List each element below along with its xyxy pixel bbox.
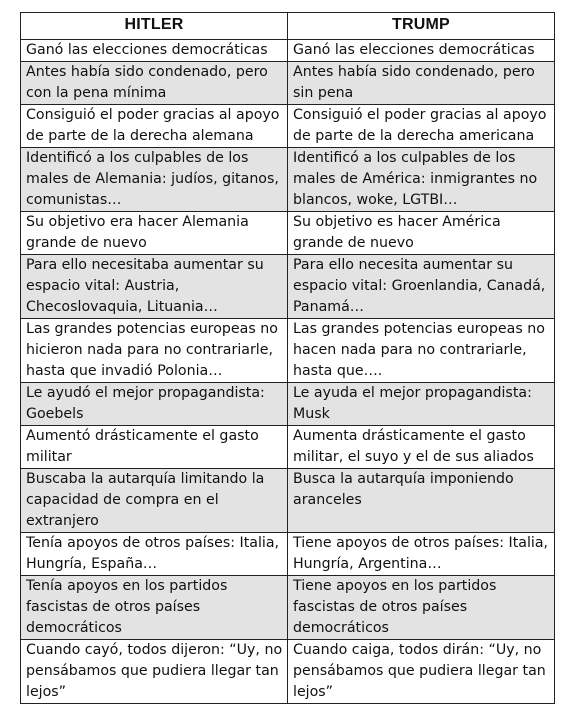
cell-hitler: Las grandes potencias europeas no hicieron nada para no contrariarle, hasta que invadió Polonia… — [21, 319, 288, 383]
table-row — [21, 40, 555, 62]
comparison-table-container — [20, 12, 554, 704]
cell-trump: Las grandes potencias europeas no hacen nada para no contrariarle, hasta que…. — [288, 319, 555, 383]
header-hitler: HITLER — [21, 13, 288, 40]
cell-hitler: Le ayudó el mejor propagandista: Goebels — [21, 383, 288, 426]
table-row — [21, 640, 555, 704]
cell-trump: Antes había sido condenado, pero sin pena — [288, 62, 555, 105]
table-row — [21, 105, 555, 148]
cell-trump: Identificó a los culpables de los males de América: inmigrantes no blancos, woke, LGTBI… — [288, 148, 555, 212]
cell-trump: Su objetivo es hacer América grande de nuevo — [288, 212, 555, 255]
table-row — [21, 426, 555, 469]
cell-hitler: Antes había sido condenado, pero con la pena mínima — [21, 62, 288, 105]
cell-trump: Ganó las elecciones democráticas — [288, 40, 555, 62]
table-row — [21, 469, 555, 533]
cell-trump: Para ello necesita aumentar su espacio vital: Groenlandia, Canadá, Panamá… — [288, 255, 555, 319]
table-row — [21, 148, 555, 212]
table-row — [21, 62, 555, 105]
cell-hitler: Buscaba la autarquía limitando la capacidad de compra en el extranjero — [21, 469, 288, 533]
cell-trump: Le ayuda el mejor propagandista: Musk — [288, 383, 555, 426]
cell-hitler: Aumentó drásticamente el gasto militar — [21, 426, 288, 469]
cell-trump: Consiguió el poder gracias al apoyo de parte de la derecha americana — [288, 105, 555, 148]
table-row — [21, 533, 555, 576]
cell-hitler: Su objetivo era hacer Alemania grande de nuevo — [21, 212, 288, 255]
comparison-table — [20, 12, 555, 704]
cell-trump: Busca la autarquía imponiendo aranceles — [288, 469, 555, 533]
table-row — [21, 319, 555, 383]
header-trump: TRUMP — [288, 13, 555, 40]
cell-trump: Tiene apoyos en los partidos fascistas de otros países democráticos — [288, 576, 555, 640]
table-row — [21, 383, 555, 426]
cell-hitler: Para ello necesitaba aumentar su espacio vital: Austria, Checoslovaquia, Lituania… — [21, 255, 288, 319]
cell-hitler: Identificó a los culpables de los males de Alemania: judíos, gitanos, comunistas… — [21, 148, 288, 212]
table-row — [21, 212, 555, 255]
table-row — [21, 576, 555, 640]
table-row — [21, 255, 555, 319]
cell-trump: Aumenta drásticamente el gasto militar, el suyo y el de sus aliados — [288, 426, 555, 469]
header-row — [21, 13, 555, 40]
cell-hitler: Tenía apoyos de otros países: Italia, Hungría, España… — [21, 533, 288, 576]
cell-hitler: Consiguió el poder gracias al apoyo de parte de la derecha alemana — [21, 105, 288, 148]
cell-hitler: Ganó las elecciones democráticas — [21, 40, 288, 62]
cell-trump: Cuando caiga, todos dirán: “Uy, no pensábamos que pudiera llegar tan lejos” — [288, 640, 555, 704]
cell-hitler: Tenía apoyos en los partidos fascistas de otros países democráticos — [21, 576, 288, 640]
cell-hitler: Cuando cayó, todos dijeron: “Uy, no pensábamos que pudiera llegar tan lejos” — [21, 640, 288, 704]
cell-trump: Tiene apoyos de otros países: Italia, Hungría, Argentina… — [288, 533, 555, 576]
